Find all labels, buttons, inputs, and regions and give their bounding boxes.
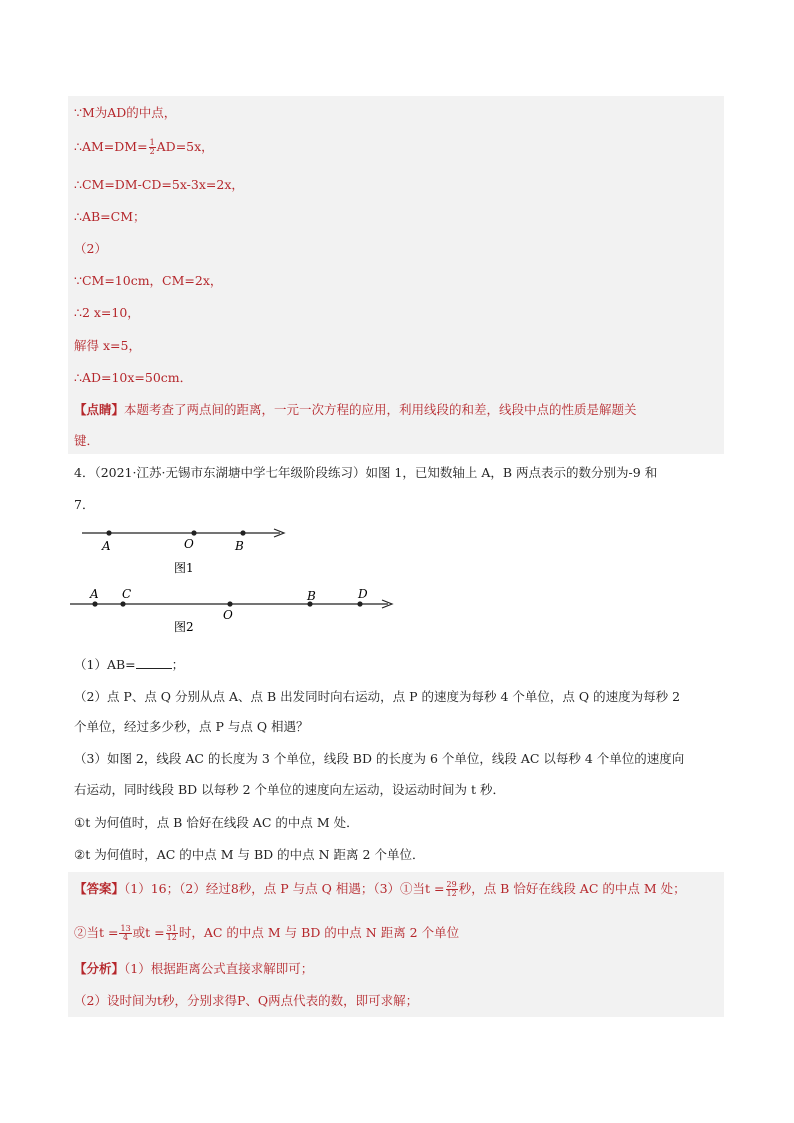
figure-2-number-line [66,584,396,640]
fraction-29-12: $\frac{29}{12}$ [446,880,457,898]
answer-line-2: ②当t = $\frac{13}{4}$ 或t = $\frac{31}{12}$ 时，AC 的中点 M 与 BD 的中点 N 距离 2 个单位 [74,924,460,942]
question-1: （1）AB= ； [74,657,185,672]
analysis-label: 【分析】 [74,961,125,976]
figure-1-caption: 图1 [174,561,194,575]
question-3-part-2: ②t 为何值时，AC 的中点 M 与 BD 的中点 N 距离 2 个单位． [74,847,425,862]
problem-stem-2: 7． [74,497,95,512]
solution-line-7: ∴2 x=10， [74,305,140,320]
fraction-31-12: $\frac{31}{12}$ [166,924,177,942]
solution-line-4: ∴AB=CM； [74,209,146,224]
label-o: O [223,608,233,622]
label-b: B [235,539,244,553]
analysis-line-1: 【分析】（1）根据距离公式直接求解即可； [74,961,314,976]
figure-1-number-line [70,520,300,580]
label-b: B [307,589,316,603]
question-3-line-1: （3）如图 2，线段 AC 的长度为 3 个单位，线段 BD 的长度为 6 个单位，线段 AC 以每秒 4 个单位的速度向 [74,751,685,766]
solution-line-8: 解得 x=5， [74,338,141,353]
answer-label: 【答案】 [74,881,125,896]
fraction-one-half: $\frac{1}{2}$ [149,138,155,156]
point-a [106,530,111,535]
solution-line-1: ∵M为AD的中点， [74,105,177,120]
question-3-line-2: 右运动，同时线段 BD 以每秒 2 个单位的速度向左运动，设运动时间为 t 秒． [74,782,506,797]
question-3-part-1: ①t 为何值时，点 B 恰好在线段 AC 的中点 M 处． [74,815,359,830]
point-a [92,601,97,606]
problem-stem-1: 4．（2021·江苏·无锡市东湖塘中学七年级阶段练习）如图 1，已知数轴上 A，B 两点表示的数分别为-9 和 [74,465,658,480]
label-o: O [184,537,194,551]
comment-line-2: 键． [74,433,100,448]
fraction-13-4: $\frac{13}{4}$ [120,924,131,942]
point-b [240,530,245,535]
point-d [357,601,362,606]
point-o [227,601,232,606]
label-a: A [90,587,99,601]
solution-line-6: ∵CM=10cm，CM=2x， [74,273,223,288]
question-2-line-1: （2）点 P、点 Q 分别从点 A、点 B 出发同时向右运动，点 P 的速度为每秒 4 个单位，点 Q 的速度为每秒 2 [74,689,681,704]
figure-2-caption: 图2 [174,620,194,634]
solution-line-3: ∴CM=DM-CD=5x-3x=2x， [74,177,244,192]
point-c [120,601,125,606]
label-c: C [122,587,132,601]
answer-line-1: 【答案】（1）16；（2）经过8秒，点 P 与点 Q 相遇；（3）①当t = $\frac{29}{12}$ 秒，点 B 恰好在线段 AC 的中点 M 处； [74,880,686,898]
label-a: A [102,539,111,553]
solution-line-9: ∴AD=10x=50cm． [74,370,193,385]
label-d: D [358,587,368,601]
point-o [191,530,196,535]
comment-line-1: 【点睛】本题考查了两点间的距离，一元一次方程的应用，利用线段的和差，线段中点的性质是解题关 [74,402,637,417]
analysis-line-2: （2）设时间为t秒，分别求得P、Q两点代表的数，即可求解； [74,993,419,1008]
question-2-line-2: 个单位，经过多少秒，点 P 与点 Q 相遇？ [74,719,309,734]
solution-line-2: ∴AM=DM= $\frac{1}{2}$ AD=5x， [74,138,214,156]
answer-blank [136,656,172,669]
solution-line-5: （2） [74,241,107,256]
comment-label: 【点睛】 [74,402,125,417]
